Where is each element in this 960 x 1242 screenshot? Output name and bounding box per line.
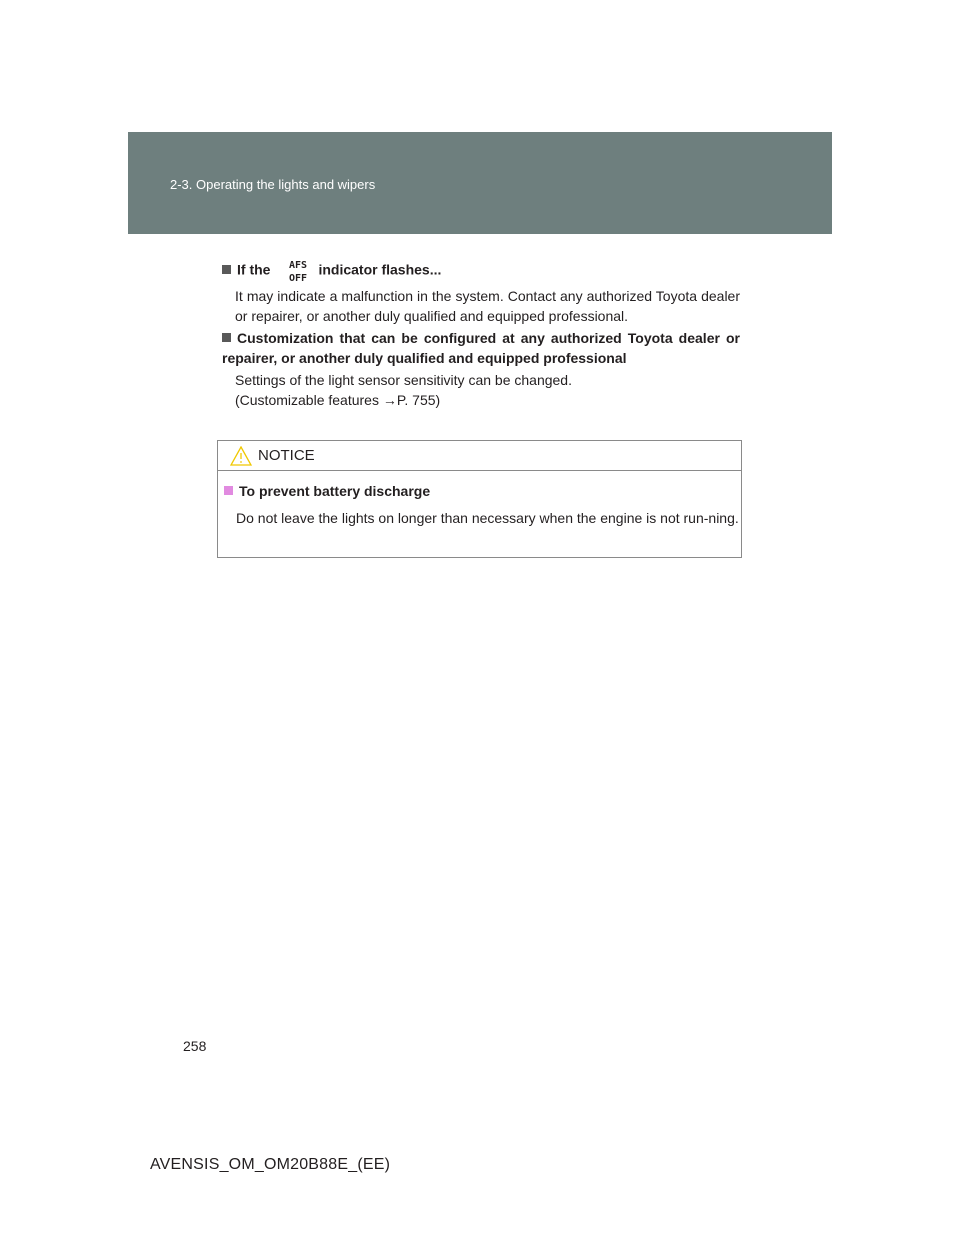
document-id: AVENSIS_OM_OM20B88E_(EE) [150, 1156, 391, 1173]
afs-indicator-heading: If the AFS OFF indicator flashes... [222, 258, 441, 284]
notice-title: NOTICE [258, 447, 315, 464]
customization-body-line2: (Customizable features →P. 755) [235, 392, 441, 408]
bullet-square-icon [222, 265, 231, 274]
afs-indicator-body: It may indicate a malfunction in the system. Contact any authorized Toyota dealer or repairer, or another duly qualified and equipped professional. [235, 288, 740, 324]
bullet-square-icon [222, 333, 231, 342]
svg-text:AFS: AFS [289, 260, 308, 271]
section-header [128, 132, 832, 234]
notice-box [217, 440, 742, 558]
page-number: 258 [183, 1038, 207, 1054]
warning-triangle-icon [230, 446, 252, 466]
customization-body-line1: Settings of the light sensor sensitivity can be changed. [235, 372, 572, 388]
notice-item-heading: To prevent battery discharge [224, 481, 430, 501]
section-title: 2-3. Operating the lights and wipers [170, 177, 376, 192]
notice-header [218, 441, 741, 471]
afs-off-indicator-icon [286, 258, 310, 284]
svg-text:OFF: OFF [289, 273, 308, 284]
customization-heading: Customization that can be configured at any authorized Toyota dealer or repairer, or another duly qualified and equipped professional [222, 330, 740, 366]
bullet-square-icon [224, 486, 233, 495]
notice-item-body: Do not leave the lights on longer than necessary when the engine is not run-ning. [236, 510, 739, 526]
